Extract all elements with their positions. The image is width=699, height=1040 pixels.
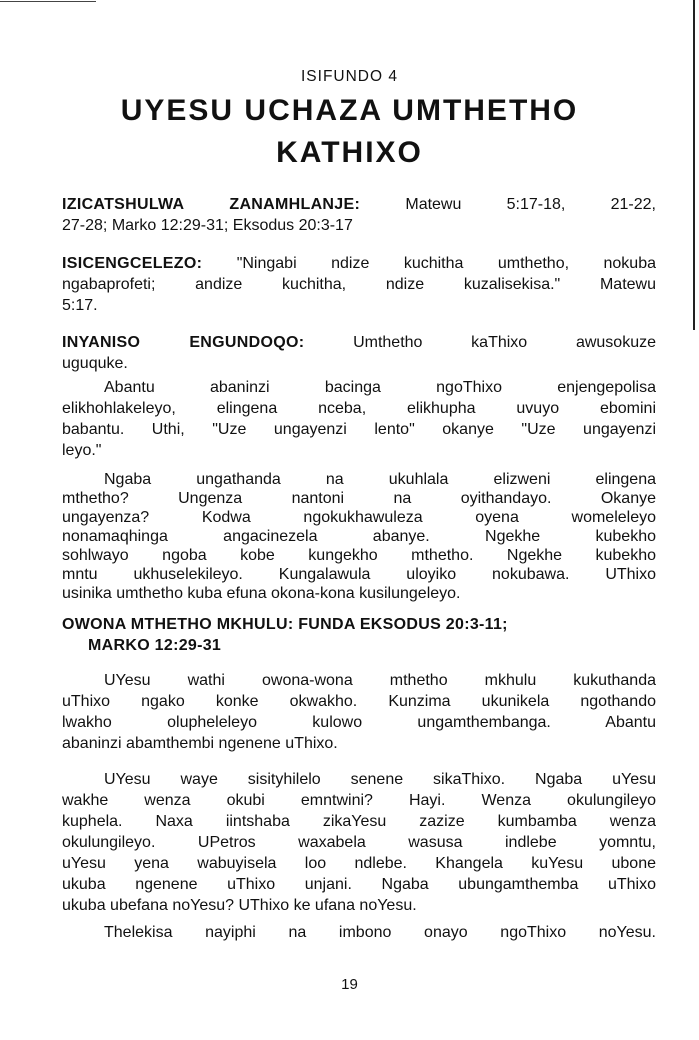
text-line [62,295,656,316]
text-line [62,670,656,691]
text-line [62,584,656,603]
page-title: UYESU UCHAZA UMTHETHO [120,94,579,127]
line-text: ukuba ubefana noYesu? UThixo ke ufana noYesu. [62,897,417,914]
text-line [62,790,656,811]
line-text: ungayenza? Kodwa ngokukhawuleza oyena womeleleyo [62,509,656,526]
line-text: UYesu waye sisityhilelo senene sikaThixo. Ngaba uYesu [104,771,656,788]
line-text: "Ningabi ndize kuchitha umthetho, nokuba [202,255,656,272]
line-text: ngabaprofeti; andize kuchitha, ndize kuzalisekisa." Matewu [62,276,656,293]
text-line [62,811,656,832]
text-line [62,398,656,419]
text-line [62,527,656,546]
paragraph [62,922,656,943]
text-line [62,377,656,398]
text-line [62,508,656,527]
line-text: mthetho? Ungenza nantoni na oyithandayo. Okanye [62,490,656,507]
line-text: 27-28; Marko 12:29-31; Eksodus 20:3-17 [62,217,353,234]
line-text: mntu ukhuselekileyo. Kungalawula uloyiko nokubawa. UThixo [62,566,656,583]
line-text: usinika umthetho kuba efuna okona-kona kusilungeleyo. [62,585,461,602]
section-heading [62,614,656,656]
text-line [62,874,656,895]
text-line [62,565,656,584]
line-text: Abantu abaninzi bacinga ngoThixo enjengepolisa [104,379,656,396]
text-line [62,635,656,656]
page-title-line2: KATHIXO [276,136,423,169]
bold-label: INYANISO ENGUNDOQO: [62,334,305,351]
text-line [62,733,656,754]
bold-label: MARKO 12:29-31 [88,637,222,654]
line-text: uguquke. [62,355,128,372]
line-text: elikhohlakeleyo, elingena nceba, elikhupha uvuyo ebomini [62,400,656,417]
text-line [62,489,656,508]
line-text: okulungileyo. UPetros waxabela wasusa indlebe yomntu, [62,834,656,851]
page-number: 19 [341,976,358,993]
line-text: wakhe wenza okubi emntwini? Hayi. Wenza okulungileyo [62,792,656,809]
line-text: babantu. Uthi, "Uze ungayenzi lento" okanye "Uze ungayenzi [62,421,656,438]
bold-label: IZICATSHULWA ZANAMHLANJE: [62,196,361,213]
bold-label: ISICENGCELEZO: [62,255,203,272]
scripture-readings [62,194,656,236]
scan-edge-line [0,1,96,2]
line-text: Matewu 5:17-18, 21-22, [360,196,656,213]
line-text: uThixo ngako konke okwakho. Kunzima ukunikela ngothando [62,693,656,710]
text-line [62,353,656,374]
paragraph [62,470,656,603]
text-line [62,440,656,461]
line-text: UYesu wathi owona-wona mthetho mkhulu kukuthanda [104,672,656,689]
paragraph [62,377,656,461]
text-line [62,853,656,874]
line-text: kuphela. Naxa iintshaba zikaYesu zazize kumbamba wenza [62,813,656,830]
text-line [62,215,656,236]
line-text: ukuba ngenene uThixo unjani. Ngaba ubungamthemba uThixo [62,876,656,893]
line-text: uYesu yena wabuyisela loo ndlebe. Khangela kuYesu ubone [62,855,656,872]
text-line [62,614,656,635]
line-text: lwakho olupheleleyo kulowo ungamthembanga. Abantu [62,714,656,731]
text-line [62,712,656,733]
text-line [62,691,656,712]
lesson-label: ISIFUNDO 4 [301,68,398,85]
text-line [62,194,656,215]
line-text: abaninzi abamthembi ngenene uThixo. [62,735,338,752]
text-line [62,253,656,274]
text-line [62,922,656,943]
line-text: leyo." [62,442,102,459]
line-text: 5:17. [62,297,98,314]
text-line [62,832,656,853]
bold-label: OWONA MTHETHO MKHULU: FUNDA EKSODUS 20:3-11; [62,616,508,633]
line-text: nonamaqhinga angacinezela abanye. Ngekhe kubekho [62,528,656,545]
line-text: Umthetho kaThixo awusokuze [304,334,656,351]
paragraph [62,670,656,754]
line-text: Ngaba ungathanda na ukuhlala elizweni elingena [104,471,656,488]
text-line [62,470,656,489]
paragraph [62,769,656,916]
text-line [62,546,656,565]
text-line [62,769,656,790]
text-line [62,895,656,916]
text-line [62,332,656,353]
line-text: sohlwayo ngoba kobe kungekho mthetho. Ngekhe kubekho [62,547,656,564]
text-line [62,419,656,440]
key-truth [62,332,656,374]
line-text: Thelekisa nayiphi na imbono onayo ngoThixo noYesu. [104,924,656,941]
text-line [62,274,656,295]
memory-verse [62,253,656,316]
